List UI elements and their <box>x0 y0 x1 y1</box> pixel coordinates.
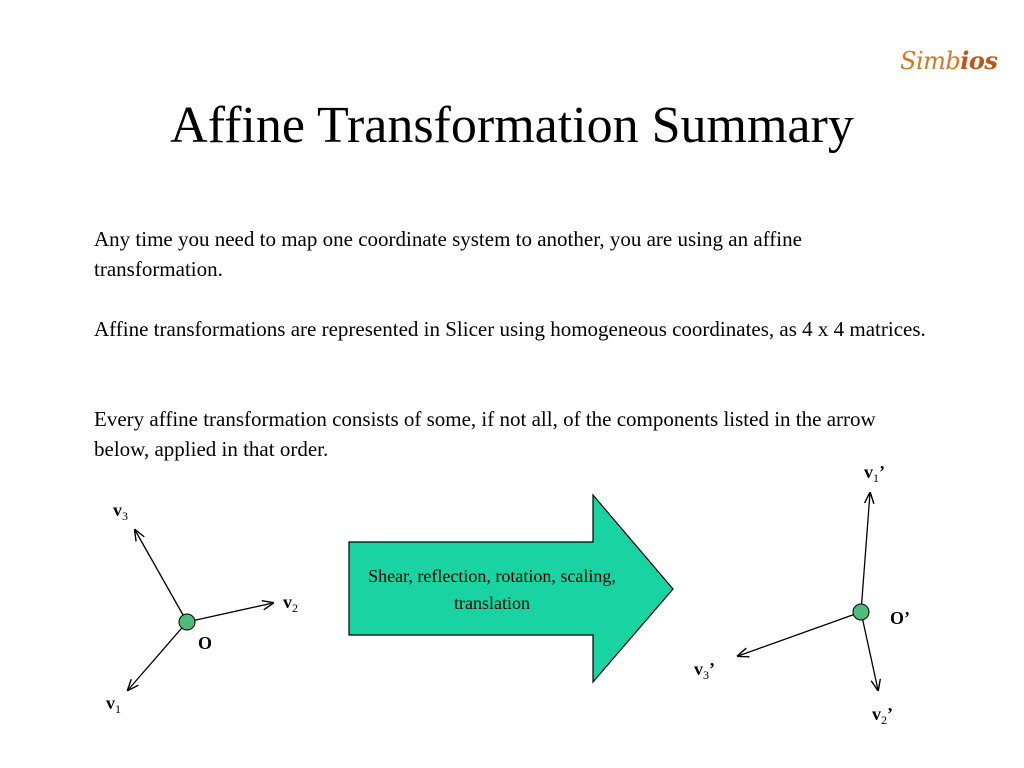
label-subscript: 3 <box>122 509 128 523</box>
label-prime: ’ <box>709 659 715 679</box>
source-frame <box>128 530 273 690</box>
target-v3-label <box>694 659 715 683</box>
source-v2-axis <box>187 603 273 622</box>
logo-part1: Simb <box>900 47 961 75</box>
paragraph-1: Any time you need to map one coordinate system to another, you are using an affine transformation. <box>94 227 802 281</box>
label-prime: ’ <box>887 704 893 724</box>
paragraph-2: Affine transformations are represented in Slicer using homogeneous coordinates, as 4 x 4 matrices. <box>94 317 926 341</box>
source-origin-label: O <box>198 633 213 653</box>
label-subscript: 1 <box>115 702 121 716</box>
label-letter: v <box>283 592 292 612</box>
label-subscript: 2 <box>881 713 887 727</box>
label-letter: v <box>872 704 881 724</box>
label-prime: ’ <box>879 462 885 482</box>
target-frame <box>738 493 878 690</box>
label-letter: v <box>106 693 115 713</box>
target-v2-axis <box>861 612 878 690</box>
target-origin-node <box>853 604 869 620</box>
source-v3-label <box>113 500 128 524</box>
label-letter: v <box>694 659 703 679</box>
target-v3-axis <box>738 612 861 656</box>
page-title: Affine Transformation Summary <box>170 97 854 154</box>
label-subscript: 2 <box>292 601 298 615</box>
source-v1-label <box>106 693 121 717</box>
source-v1-axis <box>128 622 187 690</box>
paragraph-3: Every affine transformation consists of some, if not all, of the components listed in the arrow below, applied in that order. <box>94 407 876 461</box>
source-origin-node <box>179 614 195 630</box>
target-v1-label <box>864 462 885 486</box>
target-v2-label <box>872 704 893 728</box>
label-subscript: 3 <box>703 668 709 682</box>
source-v2-label <box>283 592 298 616</box>
target-origin-label: O’ <box>890 608 910 628</box>
label-subscript: 1 <box>873 471 879 485</box>
label-letter: v <box>113 500 122 520</box>
logo-part2: ios <box>960 46 998 75</box>
arrow-label: Shear, reflection, rotation, scaling, translation <box>368 566 616 613</box>
label-letter: v <box>864 462 873 482</box>
target-v1-axis <box>861 493 870 612</box>
source-v3-axis <box>135 530 187 622</box>
